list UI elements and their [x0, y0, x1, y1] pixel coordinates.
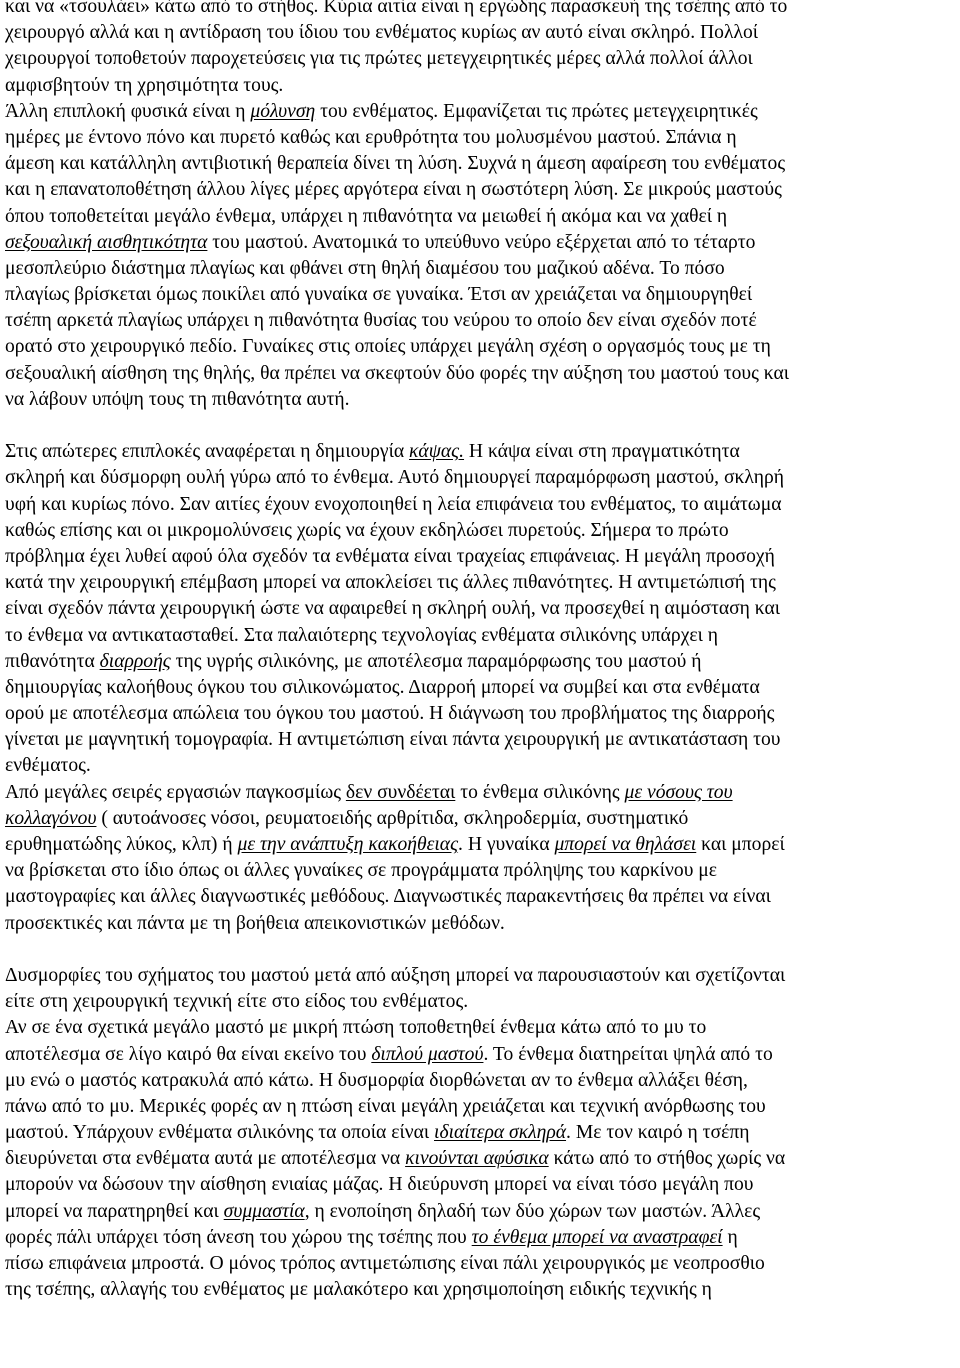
text-link[interactable]: διπλού μαστού [371, 1043, 484, 1065]
text-link[interactable]: συμμαστία [223, 1200, 305, 1222]
text-link[interactable]: κινούνται αφύσικα [405, 1148, 549, 1170]
text-run: είτε στη χειρουργική τεχνική είτε στο είδος του ενθέματος. [5, 991, 469, 1013]
text-line [5, 151, 957, 177]
text-run: σεξουαλική αίσθηση της θηλής, θα πρέπει να σκεφτούν δύο φορές την αύξηση του μαστού τους και [5, 362, 790, 384]
text-link[interactable]: κολλαγόνου [5, 807, 97, 829]
text-run: και να «τσουλάει» κάτω από το στήθος. Κύρια αιτία είναι η εργώδης παρασκευή της τσέπης από το [5, 0, 788, 17]
text-line [5, 1199, 957, 1225]
text-line [5, 832, 957, 858]
text-line [5, 884, 957, 910]
text-line [5, 46, 957, 72]
text-run: όπου τοποθετείται μεγάλο ένθεμα, υπάρχει η πιθανότητα να μειωθεί ή ακόμα και να χαθεί η [5, 205, 728, 227]
text-run: δημιουργίας καλοήθους όγκου του σιλικονώματος. Διαρροή μπορεί να συμβεί και στα ενθέματα [5, 676, 760, 698]
underlined-text: δεν συνδέεται [345, 781, 456, 803]
text-run: να βρίσκεται στο ίδιο όπως οι άλλες γυναίκες σε προγράμματα πρόληψης του καρκίνου με [5, 860, 718, 882]
text-run: της υγρής σιλικόνης, με αποτέλεσμα παραμόρφωσης του μαστού ή [170, 650, 702, 672]
text-run: φορές πάλι υπάρχει τόση άνεση του χώρου της τσέπης που [5, 1226, 472, 1248]
text-run: πάνω από το μυ. Μερικές φορές αν η πτώση είναι μεγάλη χρειάζεται και τεχνική ανόρθωσης του [5, 1095, 766, 1117]
text-line [5, 858, 957, 884]
text-run: ( αυτοάνοσες νόσοι, ρευματοειδής αρθρίτιδα, σκληροδερμία, συστηματικό [96, 807, 689, 829]
text-line [5, 701, 957, 727]
text-line [5, 1042, 957, 1068]
text-run: υφή και κυρίως πόνο. Σαν αιτίες έχουν ενοχοποιηθεί η λεία επιφάνεια του ενθέματος, το αιμάτωμα [5, 493, 782, 515]
text-run: του μαστού. Ανατομικά το υπεύθυνο νεύρο εξέρχεται από το τέταρτο [207, 231, 756, 253]
text-run: ενθέματος. [5, 755, 91, 777]
text-run: . Το ένθεμα διατηρείται ψηλά από το [483, 1043, 773, 1065]
text-run: Στις απώτερες επιπλοκές αναφέρεται η δημιουργία [5, 441, 410, 463]
text-link[interactable]: με νόσους του [624, 781, 733, 803]
text-line [5, 1251, 957, 1277]
text-run: Αν σε ένα σχετικά μεγάλο μαστό με μικρή πτώση τοποθετηθεί ένθεμα κάτω από το μυ το [5, 1017, 707, 1039]
text-run: μυ ενώ ο μαστός κατρακυλά από κάτω. Η δυσμορφία διορθώνεται αν το ένθεμα αλλάξει θέση, [5, 1069, 748, 1091]
text-run: Η κάψα είναι στη πραγματικότητα [464, 441, 740, 463]
text-run: αποτέλεσμα σε λίγο καιρό θα είναι εκείνο του [5, 1043, 372, 1065]
text-run: διευρύνεται στα ενθέματα αυτά με αποτέλεσμα να [5, 1148, 406, 1170]
text-line [5, 1094, 957, 1120]
text-line [5, 465, 957, 491]
text-run: και η επανατοποθέτηση άλλου λίγες μέρες αργότερα είναι η σωστότερη λύση. Σε μικρούς μαστούς [5, 179, 782, 201]
text-line [5, 204, 957, 230]
text-link[interactable]: μπορεί να θηλάσει [554, 834, 697, 855]
text-run: ορατό στο χειρουργικό πεδίο. Γυναίκες στις οποίες υπάρχει μεγάλη σχέση ο οργασμός τους με τη [5, 336, 771, 358]
text-run: είναι σχεδόν πάντα χειρουργική ώστε να αφαιρεθεί η σκληρή ουλή, να προσεχθεί η αιμόσταση και [5, 598, 781, 620]
text-run: μαστού. Υπάρχουν ενθέματα σιλικόνης τα οποία είναι [5, 1122, 435, 1144]
blank-line [5, 937, 957, 963]
text-line [5, 1172, 957, 1198]
text-line [5, 596, 957, 622]
text-run: , η ενοποίηση δηλαδή των δύο χώρων των μαστών. Άλλες [304, 1200, 761, 1222]
text-run: να λάβουν υπόψη τους τη πιθανότητα αυτή. [5, 388, 350, 410]
text-run: αμφισβητούν τη χρησιμότητα τους. [5, 74, 284, 96]
text-line [5, 73, 957, 99]
text-line [5, 177, 957, 203]
text-line [5, 623, 957, 649]
text-run: του ενθέματος. Εμφανίζεται τις πρώτες μετεγχειρητικές [315, 100, 758, 122]
text-line [5, 439, 957, 465]
text-run: πρόβλημα έχει λυθεί αφού όλα σχεδόν τα ενθέματα είναι τραχείας επιφάνειας. Η μεγάλη προσοχή [5, 545, 775, 567]
text-line [5, 308, 957, 334]
text-line [5, 99, 957, 125]
text-run: τσέπη αρκετά πλαγίως υπάρχει η πιθανότητα θυσίας του νεύρου το οποίο δεν είναι σχεδόν ποτέ [5, 310, 757, 332]
text-line [5, 256, 957, 282]
text-line [5, 1015, 957, 1041]
text-run: . Με τον καιρό η τσέπη [566, 1122, 750, 1144]
text-link[interactable]: με την ανάπτυξη κακοήθειας [237, 834, 459, 855]
text-line [5, 0, 957, 20]
text-line [5, 989, 957, 1015]
blank-line [5, 413, 957, 439]
text-line [5, 518, 957, 544]
text-line [5, 1225, 957, 1251]
document-body [5, 0, 957, 1303]
text-line [5, 727, 957, 753]
text-line [5, 649, 957, 675]
text-run: το ένθεμα να αντικατασταθεί. Στα παλαιότερης τεχνολογίας ενθέματα σιλικόνης υπάρχει η [5, 624, 719, 646]
text-run: μεσοπλεύριο διάστημα πλαγίως και φθάνει στη θηλή διαμέσου του μαζικού αδένα. Το πόσο [5, 257, 725, 279]
text-line [5, 911, 957, 937]
text-line [5, 780, 957, 806]
text-run: σκληρή και δύσμορφη ουλή γύρω από το ένθεμα. Αυτό δημιουργεί παραμόρφωση μαστού, σκληρή [5, 467, 785, 489]
text-run: πλαγίως βρίσκεται όμως ποικίλει από γυναίκα σε γυναίκα. Έτσι αν χρειάζεται να δημιουργηθεί [5, 284, 753, 306]
text-run: χειρουργοί τοποθετούν παροχετεύσεις για τις πρώτες μετεγχειρητικές μέρες αλλά πολλοί άλλοι [5, 48, 753, 70]
text-run: ερυθηματώδης λύκος, κλπ) ή [5, 834, 238, 855]
text-line [5, 492, 957, 518]
text-run: Δυσμορφίες του σχήματος του μαστού μετά από αύξηση μπορεί να παρουσιαστούν και σχετίζονται [5, 964, 786, 986]
text-run: το ένθεμα σιλικόνης [455, 781, 625, 803]
text-run: . Η γυναίκα [458, 834, 555, 855]
text-line [5, 963, 957, 989]
text-line [5, 1120, 957, 1146]
text-line [5, 361, 957, 387]
text-run: της τσέπης, αλλαγής του ενθέματος με μαλακότερο και χρησιμοποίηση ειδικής τεχνικής η [5, 1279, 712, 1301]
text-run: μαστογραφίες και άλλες διαγνωστικές μεθόδους. Διαγνωστικές παρακεντήσεις θα πρέπει να είναι [5, 886, 771, 908]
text-run: πίσω επιφάνεια μπροστά. Ο μόνος τρόπος αντιμετώπισης είναι πάλι χειρουργικός με νεοπροσθιο [5, 1253, 765, 1274]
text-line [5, 20, 957, 46]
text-line [5, 1068, 957, 1094]
text-line [5, 753, 957, 779]
text-link[interactable]: το ένθεμα μπορεί να αναστραφεί [471, 1226, 723, 1248]
text-line [5, 282, 957, 308]
text-run: η [722, 1226, 738, 1248]
text-line [5, 806, 957, 832]
text-run: κατά την χειρουργική επέμβαση μπορεί να αποκλείσει τις άλλες πιθανότητες. Η αντιμετώπισή της [5, 572, 776, 594]
text-run: και μπορεί [696, 834, 785, 855]
text-run: πιθανότητα [5, 650, 100, 672]
text-run: ορού με αποτέλεσμα απώλεια του όγκου του μαστού. Η διάγνωση του προβλήματος της διαρροής [5, 703, 775, 725]
text-run: χειρουργό αλλά και η αντίδραση του ίδιου του ενθέματος κυρίως αν αυτό είναι σκληρό. Πολλοί [5, 22, 759, 44]
text-link[interactable]: ιδιαίτερα σκληρά [434, 1122, 567, 1144]
text-line [5, 675, 957, 701]
text-line [5, 334, 957, 360]
text-run: μπορούν να δώσουν την αίσθηση ενιαίας μάζας. Η διεύρυνση μπορεί να είναι τόσο μεγάλη που [5, 1174, 754, 1196]
text-line [5, 1277, 957, 1303]
text-line [5, 1146, 957, 1172]
text-run: μπορεί να παρατηρηθεί και [5, 1200, 224, 1222]
text-run: προσεκτικές και πάντα με τη βοήθεια απεικονιστικών μεθόδων. [5, 912, 505, 934]
text-link[interactable]: μόλυνση [250, 100, 316, 122]
text-run: καθώς επίσης και οι μικρομολύνσεις χωρίς να έχουν εκδηλώσει πυρετούς. Σήμερα το πρώτο [5, 519, 729, 541]
text-run: ημέρες με έντονο πόνο και πυρετό καθώς και ερυθρότητα του μολυσμένου μαστού. Σπάνια η [5, 126, 737, 148]
text-link[interactable]: κάψας. [409, 441, 465, 463]
text-run: Άλλη επιπλοκή φυσικά είναι η [5, 100, 251, 122]
text-line [5, 544, 957, 570]
text-line [5, 230, 957, 256]
text-run: Από μεγάλες σειρές εργασιών παγκοσμίως [5, 781, 346, 803]
text-line [5, 387, 957, 413]
text-link[interactable]: διαρροής [99, 650, 171, 672]
text-run: κάτω από το στήθος χωρίς να [548, 1148, 786, 1170]
text-line [5, 570, 957, 596]
text-run: άμεση και κατάλληλη αντιβιοτική θεραπεία δίνει τη λύση. Συχνά η άμεση αφαίρεση του ενθέματος [5, 153, 786, 175]
text-run: γίνεται με μαγνητική τομογραφία. Η αντιμετώπιση είναι πάντα χειρουργική με αντικατάσταση του [5, 729, 781, 751]
text-line [5, 125, 957, 151]
text-link[interactable]: σεξουαλική αισθητικότητα [5, 231, 208, 253]
